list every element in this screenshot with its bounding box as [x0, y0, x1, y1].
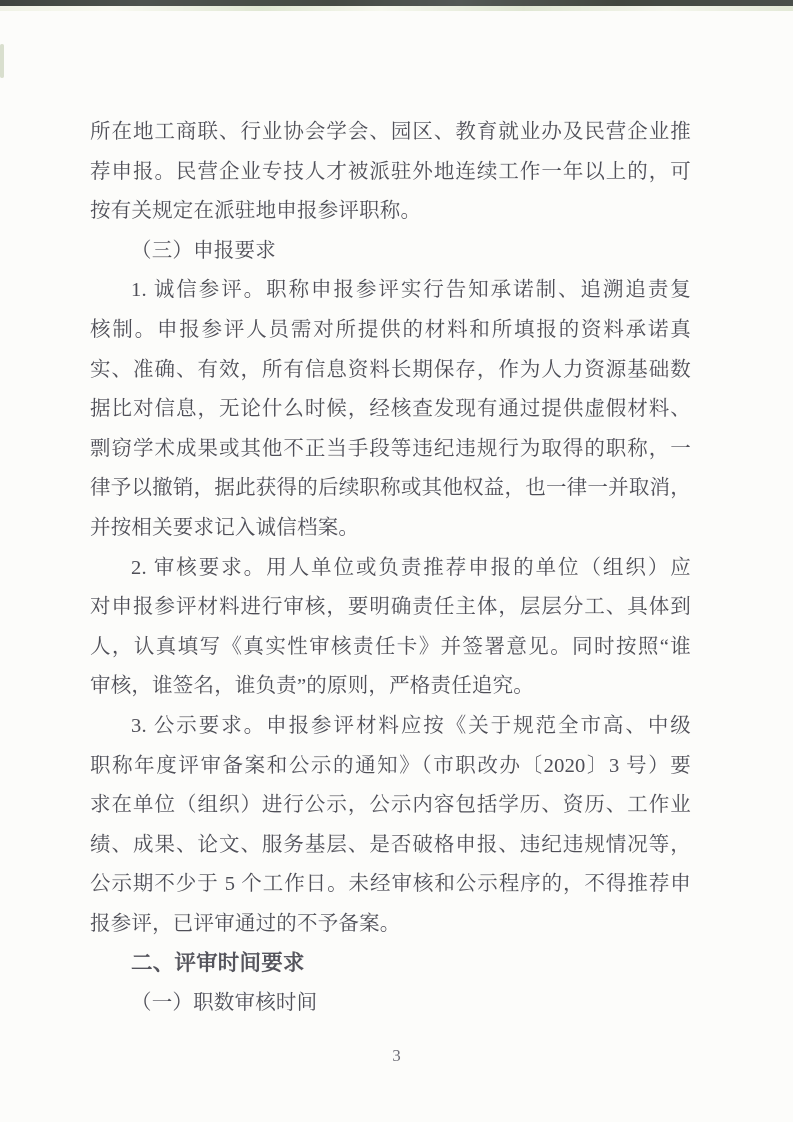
- body-line: 核制。申报参评人员需对所提供的材料和所填报的资料承诺真: [90, 318, 691, 341]
- body-line: 求在单位（组织）进行公示，公示内容包括学历、资历、工作业: [90, 794, 691, 817]
- body-line: 公示期不少于 5 个工作日。未经审核和公示程序的，不得推荐申: [90, 873, 691, 896]
- body-line: 律予以撤销，据此获得的后续职称或其他权益，也一律一并取消，: [90, 477, 691, 500]
- scan-artifact-top-tint: [0, 6, 793, 11]
- document-body: [90, 113, 691, 1024]
- body-line: 荐申报。民营企业专技人才被派驻外地连续工作一年以上的，可: [90, 160, 691, 183]
- section-heading: 二、评审时间要求: [131, 951, 305, 976]
- body-line: 职称年度评审备案和公示的通知》（市职改办〔2020〕3 号）要: [90, 754, 691, 777]
- body-line: 剽窃学术成果或其他不正当手段等违纪违规行为取得的职称，一: [90, 437, 691, 460]
- body-line: 实、准确、有效，所有信息资料长期保存，作为人力资源基础数: [90, 358, 691, 381]
- body-line: 1. 诚信参评。职称申报参评实行告知承诺制、追溯追责复: [131, 279, 691, 302]
- body-line: 据比对信息，无论什么时候，经核查发现有通过提供虚假材料、: [90, 398, 691, 421]
- body-line: 并按相关要求记入诚信档案。: [90, 516, 360, 539]
- body-line: 绩、成果、论文、服务基层、是否破格申报、违纪违规情况等，: [90, 833, 691, 856]
- body-line: 对申报参评材料进行审核，要明确责任主体，层层分工、具体到: [90, 596, 691, 619]
- body-line: 3. 公示要求。申报参评材料应按《关于规范全市高、中级: [131, 714, 691, 737]
- body-line: 所在地工商联、行业协会学会、园区、教育就业办及民营企业推: [90, 121, 691, 143]
- body-line: 报参评，已评审通过的不予备案。: [90, 912, 401, 935]
- subsection-heading: （三）申报要求: [131, 239, 276, 262]
- body-line: 人，认真填写《真实性审核责任卡》并签署意见。同时按照“谁: [90, 635, 691, 658]
- page-number: 3: [392, 1046, 401, 1065]
- subsection-heading: （一）职数审核时间: [131, 992, 318, 1015]
- body-line: 2. 审核要求。用人单位或负责推荐申报的单位（组织）应: [131, 556, 691, 579]
- scan-artifact-left-mark: [0, 44, 4, 78]
- body-line: 按有关规定在派驻地申报参评职称。: [90, 200, 422, 223]
- body-line: 审核，谁签名，谁负责”的原则，严格责任追究。: [90, 675, 534, 698]
